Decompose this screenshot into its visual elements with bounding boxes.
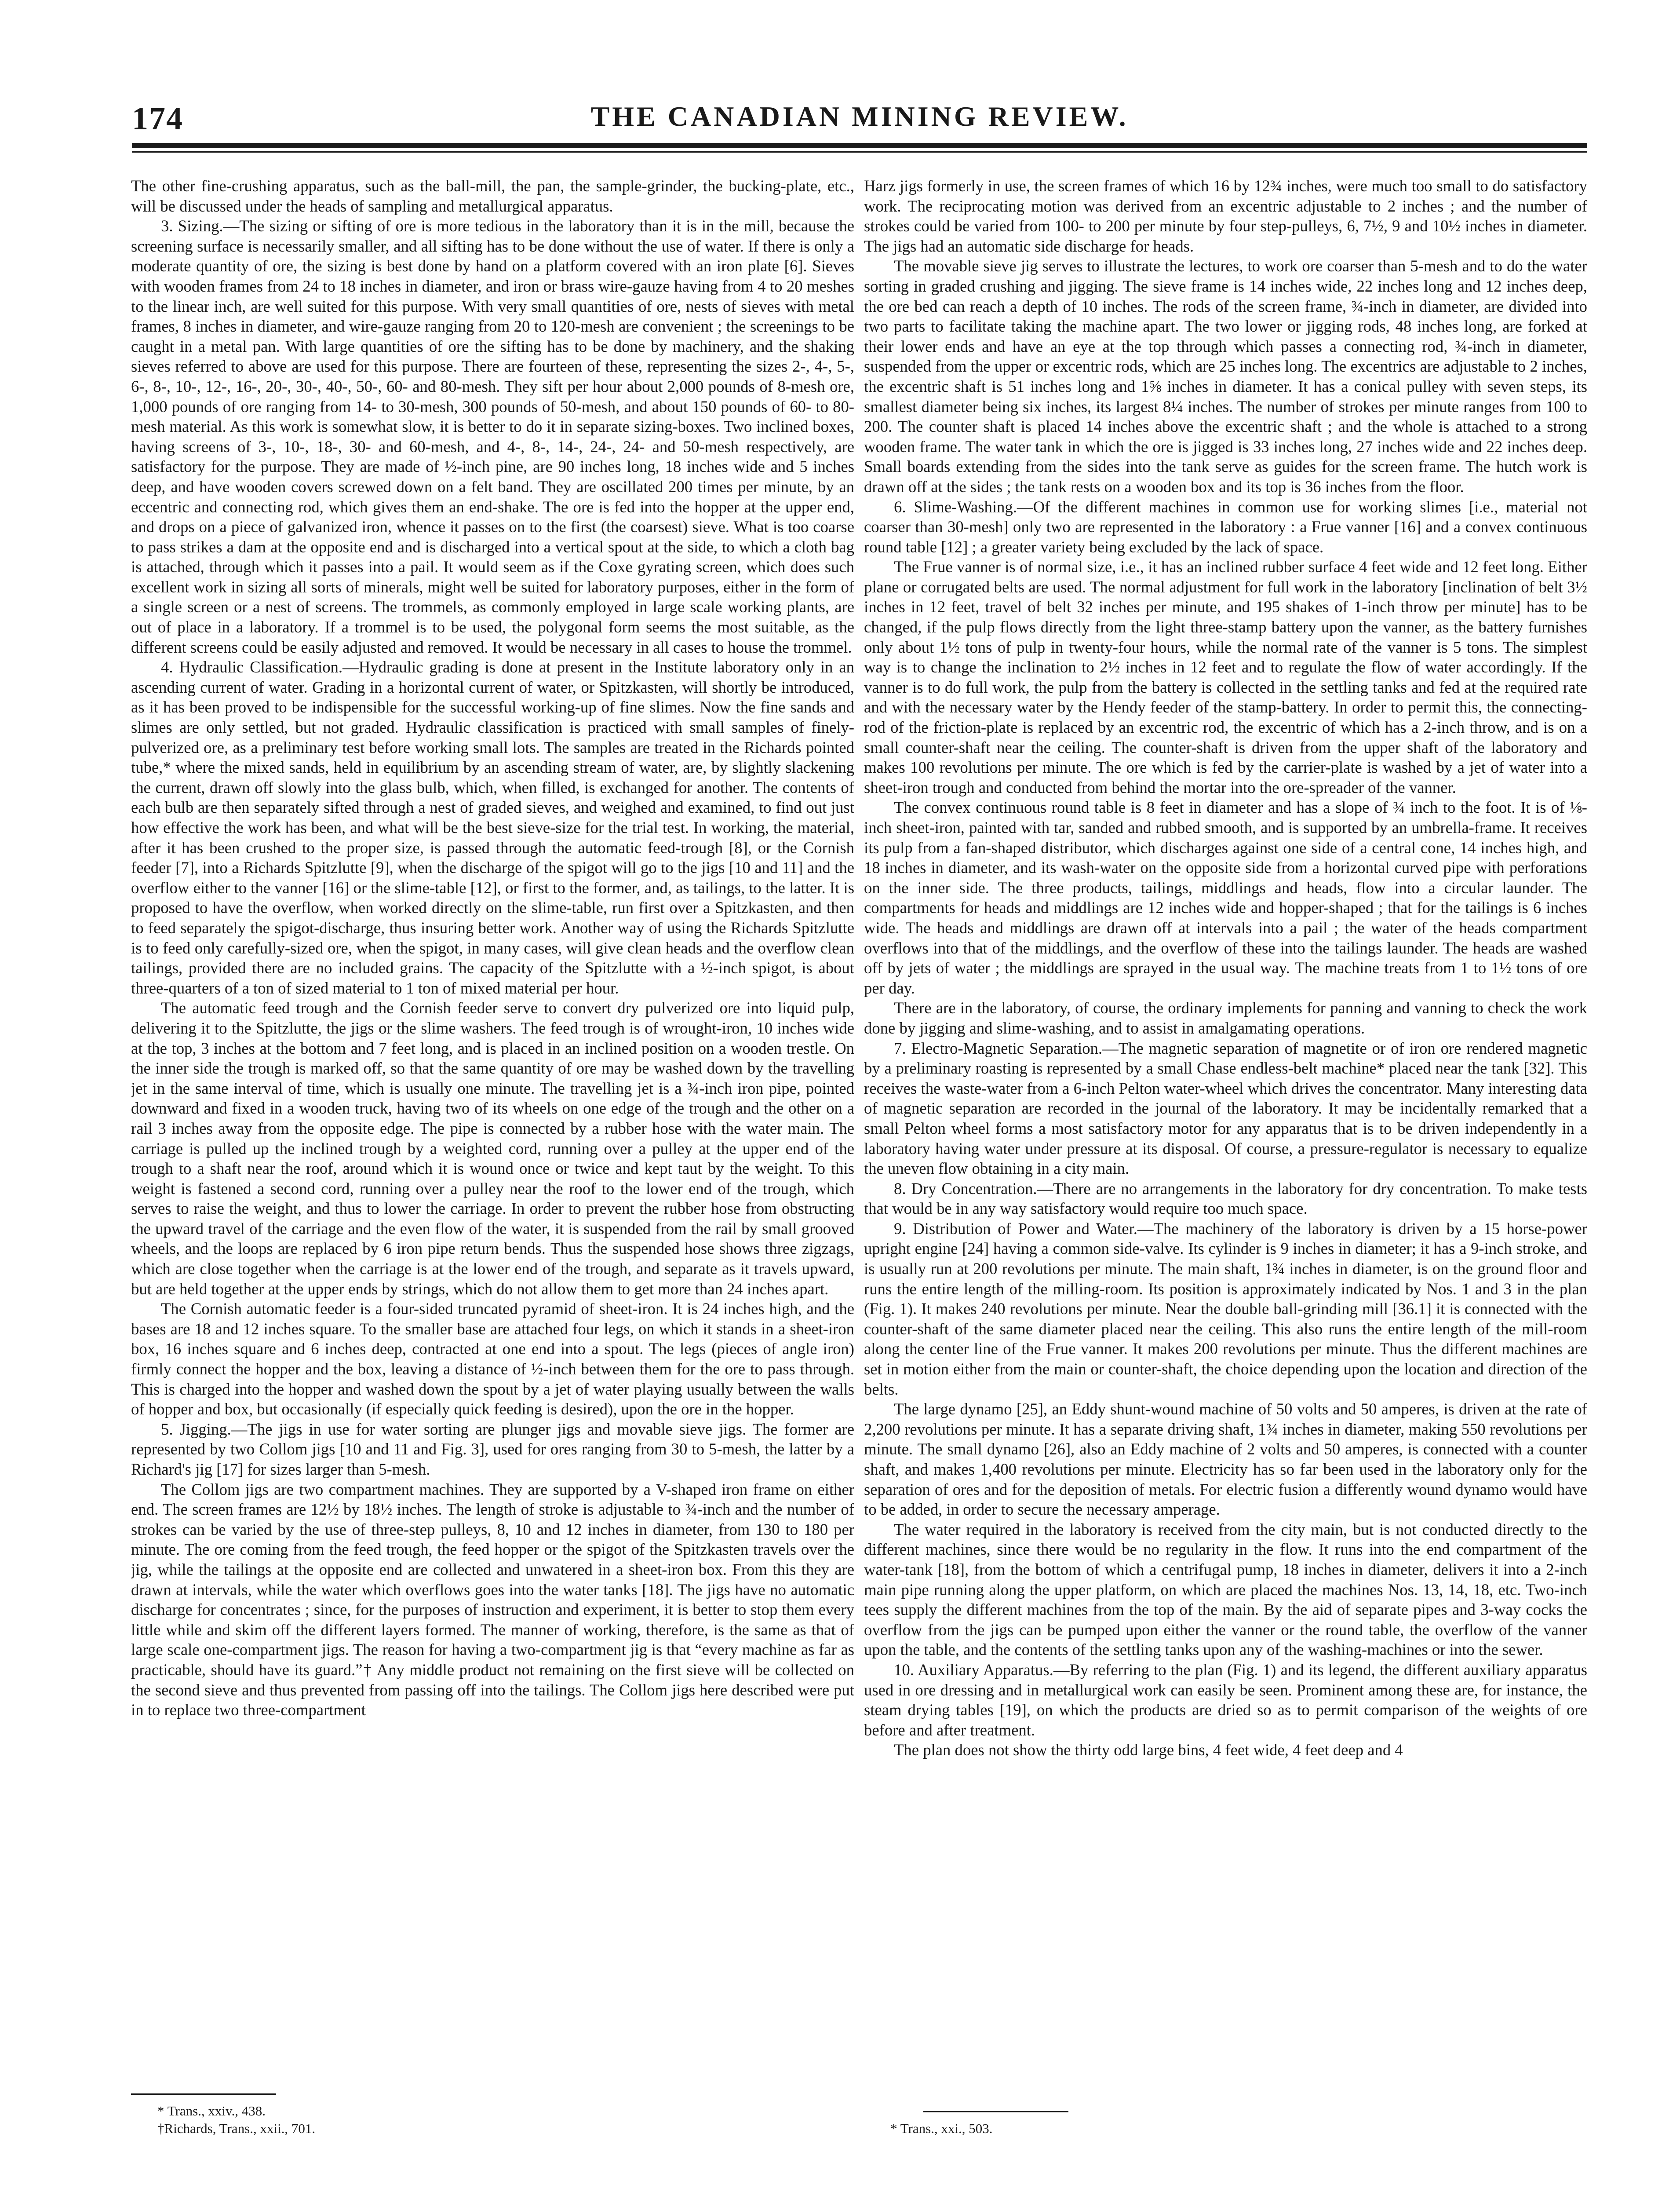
paragraph: 9. Distribution of Power and Water.—The machinery of the laboratory is driven by a 15 horse-power upright engine [24] having a common side-valve. Its cylinder is 9 inches in diameter; it has a 9-inch stroke, and is usually run at 200 revolutions per minute. The main shaft, 1¾ inches in diameter, is on the ground floor and runs the entire length of the milling-room. Its position is approximately indicated by Nos. 1 and 3 in the plan (Fig. 1). It makes 240 revolutions per minute. Near the double ball-grinding mill [36.1] it is connected with the counter-shaft of the same diameter placed near the ceiling. This also runs the entire length of the mill-room along the center line of the Frue vanner. It makes 200 revolutions per minute. Thus the different machines are set in motion either from the main or counter-shaft, the choice depending upon the location and direction of the belts. (864, 1219, 1587, 1398)
paragraph: 5. Jigging.—The jigs in use for water sorting are plunger jigs and movable sieve jigs. The former are represented by two Collom jigs [10 and 11 and Fig. 3], used for ores ranging from 30 to 5-mesh, the latter by a Richard's jig [17] for sizes larger than 5-mesh. (131, 1420, 854, 1478)
paragraph: 6. Slime-Washing.—Of the different machines in common use for working slimes [i.e., material not coarser than 30-mesh] only two are represented in the laboratory : a Frue vanner [16] and a convex continuous round table [12] ; a greater variety being excluded by the lack of space. (864, 497, 1587, 556)
right-column (864, 176, 1587, 2080)
footnote: * Trans., xxiv., 438. (157, 2103, 266, 2119)
footnote: †Richards, Trans., xxii., 701. (157, 2121, 316, 2136)
paragraph: 3. Sizing.—The sizing or sifting of ore is more tedious in the laboratory than it is in the mill, because the screening surface is necessarily smaller, and all sifting has to be done without the use of water. If there is only a moderate quantity of ore, the sizing is best done by hand on a platform covered with an iron plate [6]. Sieves with wooden frames from 24 to 18 inches in diameter, and iron or brass wire-gauze having from 4 to 20 meshes to the linear inch, are well suited for this purpose. With very small quantities of ore, nests of sieves with metal frames, 8 inches in diameter, and wire-gauze ranging from 20 to 120-mesh are convenient ; the screenings to be caught in a metal pan. With large quantities of ore the sifting has to be done by machinery, and the shaking sieves referred to above are used for this purpose. There are fourteen of these, representing the sizes 2-, 4-, 5-, 6-, 8-, 10-, 12-, 16-, 20-, 30-, 40-, 50-, 60- and 80-mesh. They sift per hour about 2,000 pounds of 8-mesh ore, 1,000 pounds of ore ranging from 14- to 30-mesh, 300 pounds of 50-mesh, and about 150 pounds of 60- to 80-mesh material. As this work is somewhat slow, it is better to do it in separate sizing-boxes. Two inclined boxes, having screens of 3-, 10-, 18-, 30- and 60-mesh, and 4-, 8-, 14-, 24-, 24- and 50-mesh respectively, are satisfactory for the purpose. They are made of ½-inch pine, are 90 inches long, 18 inches wide and 5 inches deep, and have wooden covers screwed down on a felt band. They are oscillated 200 times per minute, by an eccentric and connecting rod, which gives them an end-shake. The ore is fed into the hopper at the upper end, and drops on a piece of galvanized iron, whence it passes on to the first (the coarsest) sieve. What is too coarse to pass strikes a dam at the opposite end and is discharged into a vertical spout at the side, to which a cloth bag is attached, through which it passes into a pail. It would seem as if the Coxe gyrating screen, which does such excellent work in sizing all sorts of minerals, might well be suited for laboratory purposes, either in the form of a single screen or a nest of screens. The trommels, as commonly employed in large scale working plants, are out of place in a laboratory. If a trommel is to be used, the polygonal form seems the most suitable, as the different screens could be easily adjusted and removed. It would be necessary in all cases to house the trommel. (131, 217, 854, 656)
left-footnotes (131, 2102, 854, 2137)
footnote-rule (923, 2111, 1068, 2112)
right-footnotes (864, 2120, 1587, 2137)
paragraph: 7. Electro-Magnetic Separation.—The magnetic separation of magnetite or of iron ore rendered magnetic by a preliminary roasting is represented by a small Chase endless-belt machine* placed near the tank [32]. This receives the waste-water from a 6-inch Pelton water-wheel which drives the concentrator. Many interesting data of magnetic separation are recorded in the journal of the laboratory. It may be incidentally remarked that a small Pelton wheel forms a most satisfactory motor for any apparatus that is to be driven independently in a laboratory having water under pressure at its disposal. Of course, a pressure-regulator is necessary to equalize the uneven flow obtaining in a city main. (864, 1039, 1587, 1178)
paragraph: The automatic feed trough and the Cornish feeder serve to convert dry pulverized ore into liquid pulp, delivering it to the Spitzlutte, the jigs or the slime washers. The feed trough is of wrought-iron, 10 inches wide at the top, 3 inches at the bottom and 7 feet long, and is placed in an inclined position on a wooden trestle. On the inner side the trough is marked off, so that the same quantity of ore may be washed down by the travelling jet in the same interval of time, which is usually one minute. The travelling jet is a ¾-inch iron pipe, pointed downward and fixed in a wooden truck, having two of its wheels on one edge of the trough and the other on a rail 3 inches away from the opposite edge. The pipe is connected by a rubber hose with the water main. The carriage is pulled up the inclined trough by a weighted cord, running over a pulley at the upper end of the trough to a shaft near the roof, around which it is wound once or twice and kept taut by the weight. To this weight is fastened a second cord, running over a pulley near the roof to the lower end of the trough, which serves to raise the weight, and thus to lower the carriage. In order to prevent the rubber hose from obstructing the upward travel of the carriage and the even flow of the water, it is suspended from the rail by small grooved wheels, and the loops are replaced by 6 iron pipe return bends. Thus the suspended hose shows three zigzags, which are close together when the carriage is at the lower end of the trough, and separate as it travels upward, but are held together at the upper ends by strings, which do not allow them to get more than 24 inches apart. (131, 999, 854, 1298)
header-rule-thin (132, 151, 1587, 153)
footnote-rule (131, 2093, 276, 2095)
paragraph: Harz jigs formerly in use, the screen frames of which 16 by 12¾ inches, were much too small to do satisfactory work. The reciprocating motion was derived from an excentric adjustable to 2 inches ; and the number of strokes could be varied from 100- to 200 per minute by four step-pulleys, 6, 7½, 9 and 10½ inches in diameter. The jigs had an automatic side discharge for heads. (864, 177, 1587, 255)
paragraph: The movable sieve jig serves to illustrate the lectures, to work ore coarser than 5-mesh and to do the water sorting in graded crushing and jigging. The sieve frame is 14 inches wide, 22 inches long and 12 inches deep, the ore bed can reach a depth of 10 inches. The rods of the screen frame, ¾-inch in diameter, are divided into two parts to facilitate taking the machine apart. The two lower or jigging rods, 48 inches long, are forked at their lower ends and have an eye at the top through which passes a connecting rod, ¾-inch in diameter, suspended from the upper or excentric rods, which are 25 inches long. The excentrics are adjustable to 2 inches, the excentric shaft is 51 inches long and 1⅝ inches in diameter. It has a conical pulley with seven steps, its smallest diameter being six inches, its largest 8¼ inches. The number of strokes per minute ranges from 100 to 200. The counter shaft is placed 14 inches above the excentric shaft ; and the whole is attached to a strong wooden frame. The water tank in which the ore is jigged is 33 inches long, 27 inches wide and 22 inches deep. Small boards extending from the sides into the tank serve as guides for the screen frame. The hutch work is drawn off at the sides ; the tank rests on a wooden box and its top is 36 inches from the floor. (864, 257, 1587, 496)
paragraph: The plan does not show the thirty odd large bins, 4 feet wide, 4 feet deep and 4 (894, 1741, 1403, 1759)
paragraph: 4. Hydraulic Classification.—Hydraulic grading is done at present in the Institute laboratory only in an ascending current of water. Grading in a horizontal current of water, or Spitzkasten, will shortly be introduced, as it has been proved to be indispensible for the successful working-up of fine slimes. Now the fine sands and slimes are only settled, but not graded. Hydraulic classification is practiced with small samples of finely-pulverized ore, as a preliminary test before working small lots. The samples are treated in the Richards pointed tube,* where the mixed sands, held in equilibrium by an ascending stream of water, are, by slightly slackening the current, drawn off slowly into the glass bulb, which, when filled, is exchanged for another. The contents of each bulb are then separately sifted through a nest of graded sieves, and weighed and examined, to find out just how effective the work has been, and what will be the best sieve-size for the trial test. In working, the material, after it has been crushed to the proper size, is passed through the automatic feed-trough [8], or the Cornish feeder [7], into a Richards Spitzlutte [9], when the discharge of the spigot will go to the jigs [10 and 11] and the overflow either to the vanner [16] or the slime-table [12], or first to the former, and, as tailings, to the latter. It is proposed to have the overflow, when worked directly on the slime-table, run first over a Spitzkasten, and then to feed separately the spigot-discharge, thus insuring better work. Another way of using the Richards Spitzlutte is to feed only carefully-sized ore, when the spigot, in many cases, will give clean heads and the overflow clean tailings, provided there are no included grains. The capacity of the Spitzlutte with a ½-inch spigot, is about three-quarters of a ton of sized material to 1 ton of mixed material per hour. (131, 658, 854, 997)
paragraph: The Collom jigs are two compartment machines. They are supported by a V-shaped iron frame on either end. The screen frames are 12½ by 18½ inches. The length of stroke is adjustable to ¾-inch and the number of strokes can be varied by the use of three-step pulleys, 8, 10 and 12 inches in diameter, from 130 to 180 per minute. The ore coming from the feed trough, the feed hopper or the spigot of the Spitzkasten travels over the jig, while the tailings at the opposite end are collected and unwatered in a sheet-iron box. From this they are drawn at intervals, while the water which overflows goes into the water tanks [18]. The jigs have no automatic discharge for concentrates ; since, for the purposes of instruction and experiment, it is better to stop them every little while and skim off the different layers formed. The manner of working, therefore, is the same as that of large scale one-compartment jigs. The reason for having a two-compartment jig is that “every machine as far as practicable, should have its guard.”† Any middle product not remaining on the first sieve will be collected on the second sieve and thus prevented from passing off into the tailings. The Collom jigs here described were put in to replace two three-compartment (131, 1480, 854, 1719)
paragraph: The large dynamo [25], an Eddy shunt-wound machine of 50 volts and 50 amperes, is driven at the rate of 2,200 revolutions per minute. It has a separate driving shaft, 1¾ inches in diameter, making 550 revolutions per minute. The small dynamo [26], also an Eddy machine of 2 volts and 50 amperes, is connected with a counter shaft, and makes 1,400 revolutions per minute. Electricity has so far been used in the laboratory only for the separation of ores and for the deposition of metals. For electric fusion a differently wound dynamo would have to be added, in order to secure the necessary amperage. (864, 1400, 1587, 1519)
page-number: 174 (132, 101, 183, 137)
header-rule-thick (132, 143, 1587, 148)
paragraph: 10. Auxiliary Apparatus.—By referring to the plan (Fig. 1) and its legend, the different auxiliary apparatus used in ore dressing and in metallurgical work can easily be seen. Prominent among these are, for instance, the steam drying tables [19], on which the products are dried so as to permit comparison of the weights of ore before and after treatment. (864, 1660, 1587, 1739)
paragraph: The Cornish automatic feeder is a four-sided truncated pyramid of sheet-iron. It is 24 inches high, and the bases are 18 and 12 inches square. To the smaller base are attached four legs, on which it stands in a sheet-iron box, 16 inches square and 6 inches deep, contracted at one end into a spout. The legs (pieces of angle iron) firmly connect the hopper and the box, leaving a distance of ½-inch between them for the ore to pass through. This is charged into the hopper and washed down the spout by a jet of water playing usually between the walls of hopper and box, but occasionally (if especially quick feeding is desired), upon the ore in the hopper. (131, 1300, 854, 1418)
paragraph: The water required in the laboratory is received from the city main, but is not conducted directly to the different machines, since there would be no regularity in the flow. It runs into the end compartment of the water-tank [18], from the bottom of which a centrifugal pump, 18 inches in diameter, delivers it into a 2-inch main pipe running along the upper platform, on which are placed the machines Nos. 13, 14, 18, etc. Two-inch tees supply the different machines from the top of the main. By the aid of separate pipes and 3-way cocks the overflow from the jigs can be pumped upon either the vanner or the round table, the overflow of the vanner upon the table, and the contents of the settling tanks upon any of the washing-machines or into the sewer. (864, 1520, 1587, 1659)
paragraph: The convex continuous round table is 8 feet in diameter and has a slope of ¾ inch to the foot. It is of ⅛-inch sheet-iron, painted with tar, sanded and rubbed smooth, and is supported by an umbrella-frame. It receives its pulp from a fan-shaped distributor, which discharges against one side of a central cone, 14 inches high, and 18 inches in diameter, and its wash-water on the opposite side from a horizontal curved pipe with perforations on the inner side. The three products, tailings, middlings and heads, flow into a circular launder. The compartments for heads and middlings are 12 inches wide and hopper-shaped ; that for the tailings is 6 inches wide. The heads and middlings are drawn off at intervals into a pail ; the water of the heads compartment overflows into that of the middlings, and the overflow of these into the tailings launder. The heads are washed off by jets of water ; the middlings are sprayed in the usual way. The machine treats from 1 to 1½ tons of ore per day. (864, 798, 1587, 997)
paragraph: The other fine-crushing apparatus, such as the ball-mill, the pan, the sample-grinder, the bucking-plate, etc., will be discussed under the heads of sampling and metallurgical apparatus. (131, 177, 854, 215)
footnote: * Trans., xxi., 503. (890, 2121, 993, 2136)
paragraph: 8. Dry Concentration.—There are no arrangements in the laboratory for dry concentration. To make tests that would be in any way satisfactory would require too much space. (864, 1179, 1587, 1218)
paragraph: There are in the laboratory, of course, the ordinary implements for panning and vanning to check the work done by jigging and slime-washing, and to assist in amalgamating operations. (864, 999, 1587, 1037)
page-header (132, 100, 1587, 140)
paragraph: The Frue vanner is of normal size, i.e., it has an inclined rubber surface 4 feet wide and 12 feet long. Either plane or corrugated belts are used. The normal adjustment for full work in the laboratory [inclination of belt 3½ inches in 12 feet, travel of belt 32 inches per minute, and 195 shakes of 1-inch throw per minute] has to be changed, if the pulp flows directly from the light three-stamp battery upon the vanner, as the battery furnishes only about 1½ tons of pulp in twenty-four hours, while the normal rate of the vanner is 5 tons. The simplest way is to change the inclination to 2½ inches in 12 feet and to regulate the flow of water accordingly. If the vanner is to do full work, the pulp from the battery is collected in the settling tanks and fed at the required rate and with the necessary water by the Hendy feeder of the stamp-battery. In order to permit this, the connecting-rod of the friction-plate is replaced by an excentric rod, the excentric of which has a 2-inch throw, and is on a small counter-shaft near the ceiling. The counter-shaft is driven from the upper shaft of the laboratory and makes 100 revolutions per minute. The ore which is fed by the carrier-plate is washed by a jet of water into a sheet-iron trough and conducted from behind the mortar into the ore-spreader of the vanner. (864, 558, 1587, 796)
left-column (131, 176, 854, 2076)
journal-title: THE CANADIAN MINING REVIEW. (590, 101, 1129, 132)
